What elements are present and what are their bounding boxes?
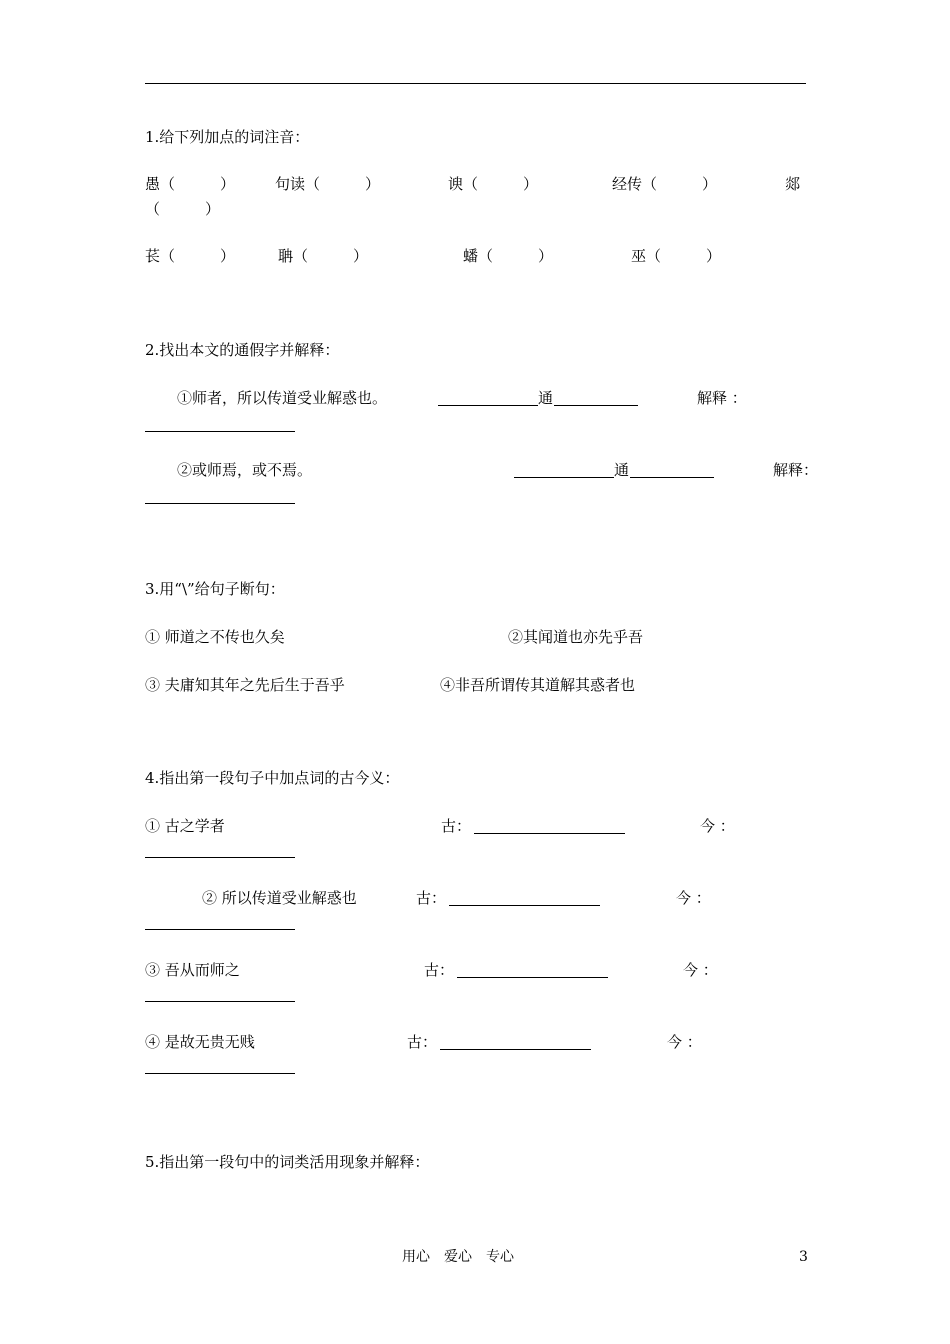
q1-item: 聃（ ）	[278, 247, 369, 265]
q4-title: 4.指出第一段句子中加点词的古今义：	[145, 769, 400, 787]
footer-motto: 用心 爱心 专心	[402, 1249, 514, 1265]
q4-jin: 今 ：	[667, 1033, 702, 1051]
q2-tong: 通	[614, 461, 630, 479]
answer-blank[interactable]	[554, 405, 638, 406]
q4-gu: 古：	[441, 817, 472, 835]
answer-blank[interactable]	[438, 405, 538, 406]
answer-blank[interactable]	[440, 1049, 591, 1050]
q2-item-text: ②或师焉，或不焉。	[177, 461, 313, 479]
q5-title: 5.指出第一段句中的词类活用现象并解释：	[145, 1153, 430, 1171]
header-rule	[145, 83, 806, 84]
answer-blank[interactable]	[630, 477, 714, 478]
answer-blank[interactable]	[145, 929, 295, 930]
q1-item: 句读（ ）	[275, 175, 381, 193]
q4-jin: 今 ：	[676, 889, 711, 907]
q4-item-text: ④ 是故无贵无贱	[145, 1033, 255, 1051]
q4-item-text: ① 古之学者	[145, 817, 225, 835]
answer-blank[interactable]	[457, 977, 608, 978]
answer-blank[interactable]	[145, 503, 295, 504]
q2-label: 解释：	[773, 461, 819, 479]
q3-item: ②其闻道也亦先乎吾	[508, 628, 644, 646]
q4-jin: 今 ：	[700, 817, 735, 835]
q1-item: 巫（ ）	[631, 247, 722, 265]
q1-item: 蟠（ ）	[463, 247, 554, 265]
q3-item: ① 师道之不传也久矣	[145, 628, 285, 646]
q4-item-text: ③ 吾从而师之	[145, 961, 240, 979]
q4-gu: 古：	[416, 889, 447, 907]
q2-label: 解释 ：	[697, 389, 747, 407]
q1-title: 1.给下列加点的词注音：	[145, 128, 310, 146]
q1-item: 郯	[785, 175, 801, 193]
q4-jin: 今 ：	[683, 961, 718, 979]
answer-blank[interactable]	[145, 1001, 295, 1002]
q2-title: 2.找出本文的通假字并解释：	[145, 341, 340, 359]
answer-blank[interactable]	[145, 857, 295, 858]
answer-blank[interactable]	[474, 833, 625, 834]
answer-blank[interactable]	[449, 905, 600, 906]
q3-item: ④非吾所谓传其道解其惑者也	[440, 676, 636, 694]
q1-item: 苌（ ）	[145, 247, 236, 265]
answer-blank[interactable]	[145, 431, 295, 432]
q4-gu: 古：	[407, 1033, 438, 1051]
page-number: 3	[799, 1249, 808, 1265]
q3-item: ③ 夫庸知其年之先后生于吾乎	[145, 676, 345, 694]
q1-item: 谀（ ）	[448, 175, 539, 193]
q1-item: 经传（ ）	[612, 175, 718, 193]
q1-item-wrap: （ ）	[145, 200, 221, 218]
q4-item-text: ② 所以传道受业解惑也	[202, 889, 357, 907]
answer-blank[interactable]	[514, 477, 614, 478]
q2-item-text: ①师者，所以传道受业解惑也。	[177, 389, 388, 407]
answer-blank[interactable]	[145, 1073, 295, 1074]
q3-title: 3.用“\”给句子断句：	[145, 580, 285, 598]
q4-gu: 古：	[424, 961, 455, 979]
q2-tong: 通	[538, 389, 554, 407]
q1-item: 愚（ ）	[145, 175, 236, 193]
